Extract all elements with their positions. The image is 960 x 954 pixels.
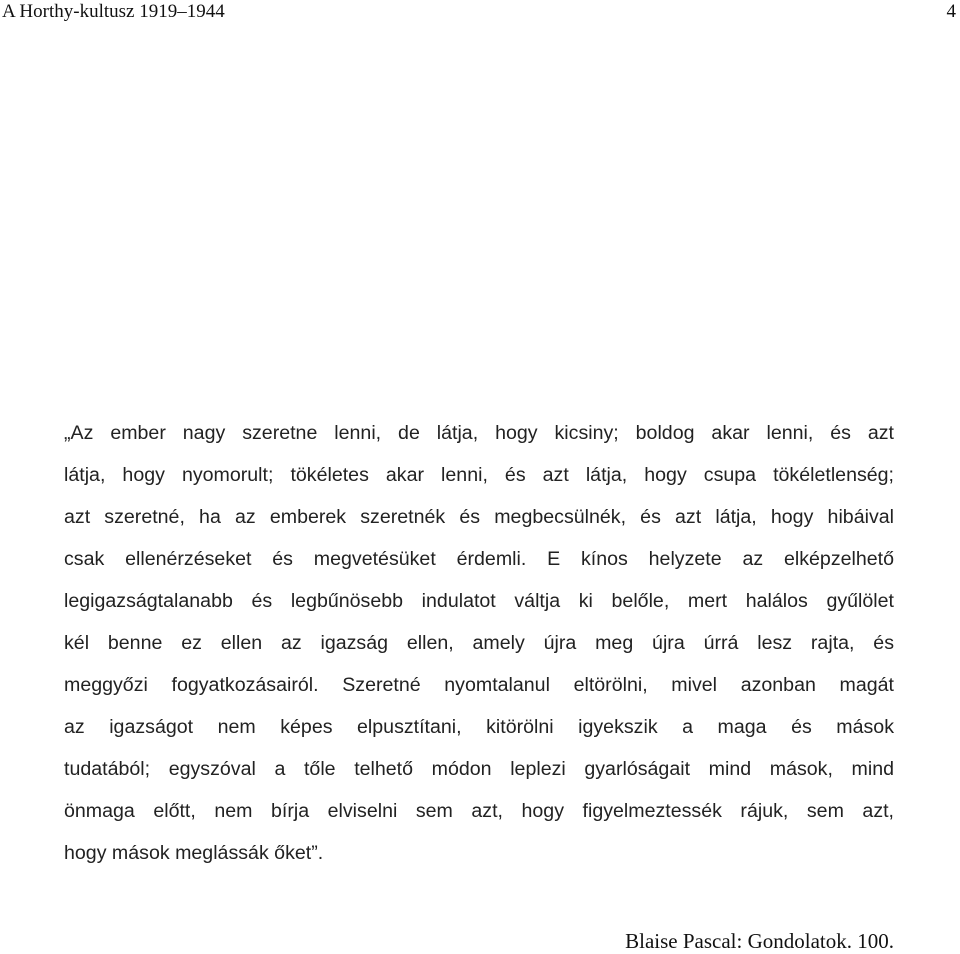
quote-line: látja, hogy nyomorult; tökéletes akar lenni, és azt látja, hogy csupa tökéletlenség; [64,464,894,486]
quote-line: az igazságot nem képes elpusztítani, kitörölni igyekszik a maga és mások [64,716,894,738]
quote-line: azt szeretné, ha az emberek szeretnék és megbecsülnék, és azt látja, hogy hibáival [64,506,894,528]
running-header-title: A Horthy-kultusz 1919–1944 [2,1,225,22]
quote-line: legigazságtalanabb és legbűnösebb indulatot váltja ki belőle, mert halálos gyűlölet [64,590,894,612]
epigraph-quote [64,412,894,874]
quote-line: önmaga előtt, nem bírja elviselni sem azt, hogy figyelmeztessék rájuk, sem azt, [64,800,894,822]
quote-attribution: Blaise Pascal: Gondolatok. 100. [625,929,894,953]
page-number: 4 [946,1,956,22]
running-header [0,0,960,26]
quote-line: „Az ember nagy szeretne lenni, de látja, hogy kicsiny; boldog akar lenni, és azt [64,422,894,444]
quote-line: hogy mások meglássák őket”. [64,842,324,864]
quote-line: csak ellenérzéseket és megvetésüket érdemli. E kínos helyzete az elképzelhető [64,548,894,570]
quote-line: kél benne ez ellen az igazság ellen, amely újra meg újra úrrá lesz rajta, és [64,632,894,654]
quote-line: meggyőzi fogyatkozásairól. Szeretné nyomtalanul eltörölni, mivel azonban magát [64,674,894,696]
quote-line: tudatából; egyszóval a tőle telhető módon leplezi gyarlóságait mind mások, mind [64,758,894,780]
